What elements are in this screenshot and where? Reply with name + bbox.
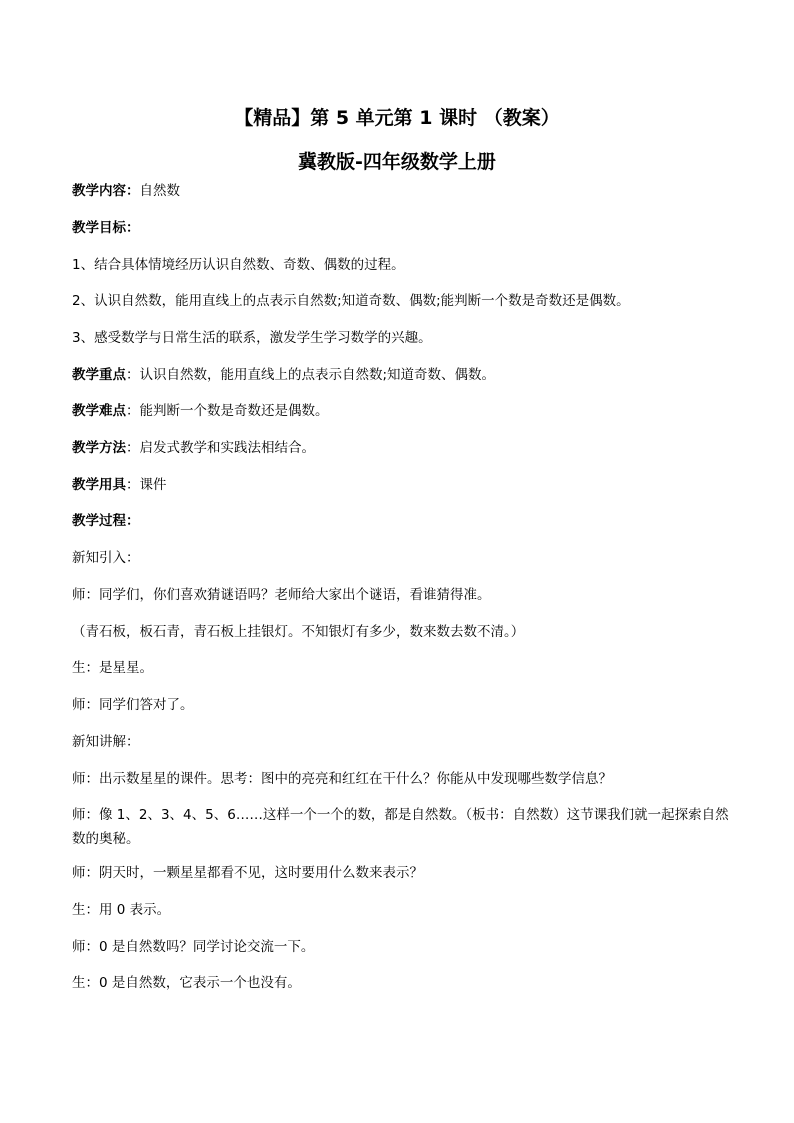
teaching-tools-line	[72, 473, 732, 497]
goal-2: 2、认识自然数，能用直线上的点表示自然数;知道奇数、偶数;能判断一个数是奇数还是偶数。	[72, 293, 630, 309]
explain-heading: 新知讲解：	[72, 734, 140, 750]
teaching-tools-label: 教学用具	[72, 477, 126, 493]
goal-1: 1、结合具体情境经历认识自然数、奇数、偶数的过程。	[72, 257, 405, 273]
intro-heading: 新知引入：	[72, 550, 140, 566]
teaching-key-line	[72, 363, 732, 387]
teacher-line-4: 师：像 1、2、3、4、5、6……这样一个一个的数，都是自然数。（板书：自然数）这节课我们就一起探索自然数的奥秘。	[72, 807, 729, 847]
teacher-line-3: 师：出示数星星的课件。思考：图中的亮亮和红红在干什么？你能从中发现哪些数学信息？	[72, 771, 612, 787]
teaching-key-label: 教学重点	[72, 367, 126, 383]
teaching-goals-label: 教学目标：	[72, 220, 140, 236]
teaching-tools-text: ：课件	[126, 477, 167, 493]
teaching-content-text: 自然数	[139, 183, 180, 199]
teacher-line-5: 师：阴天时，一颗星星都看不见，这时要用什么数来表示？	[72, 865, 423, 881]
teaching-difficulty-text: ：能判断一个数是奇数还是偶数。	[126, 403, 329, 419]
teaching-method-text: ：启发式教学和实践法相结合。	[126, 440, 315, 456]
teaching-method-line	[72, 436, 732, 460]
document-subtitle: 冀教版-四年级数学上册	[298, 151, 496, 173]
teaching-process-label: 教学过程：	[72, 513, 140, 529]
teaching-method-label: 教学方法	[72, 440, 126, 456]
student-line-3: 生：0 是自然数，它表示一个也没有。	[72, 975, 301, 991]
student-line-2: 生：用 0 表示。	[72, 902, 171, 918]
teaching-difficulty-label: 教学难点	[72, 403, 126, 419]
teaching-difficulty-line	[72, 399, 732, 423]
student-line-1: 生：是星星。	[72, 660, 153, 676]
document-title: 【精品】第 5 单元第 1 课时 （教案）	[234, 107, 560, 129]
teaching-content-line	[72, 179, 732, 203]
teacher-line-1: 师：同学们，你们喜欢猜谜语吗？老师给大家出个谜语，看谁猜得准。	[72, 587, 491, 603]
teaching-key-text: ：认识自然数，能用直线上的点表示自然数;知道奇数、偶数。	[126, 367, 496, 383]
teaching-content-label: 教学内容：	[72, 183, 140, 199]
teacher-line-6: 师：0 是自然数吗？同学讨论交流一下。	[72, 939, 315, 955]
goal-3: 3、感受数学与日常生活的联系，激发学生学习数学的兴趣。	[72, 330, 432, 346]
teacher-line-2: 师：同学们答对了。	[72, 697, 194, 713]
riddle-line: （青石板，板石青，青石板上挂银灯。不知银灯有多少，数来数去数不清。）	[72, 624, 525, 640]
